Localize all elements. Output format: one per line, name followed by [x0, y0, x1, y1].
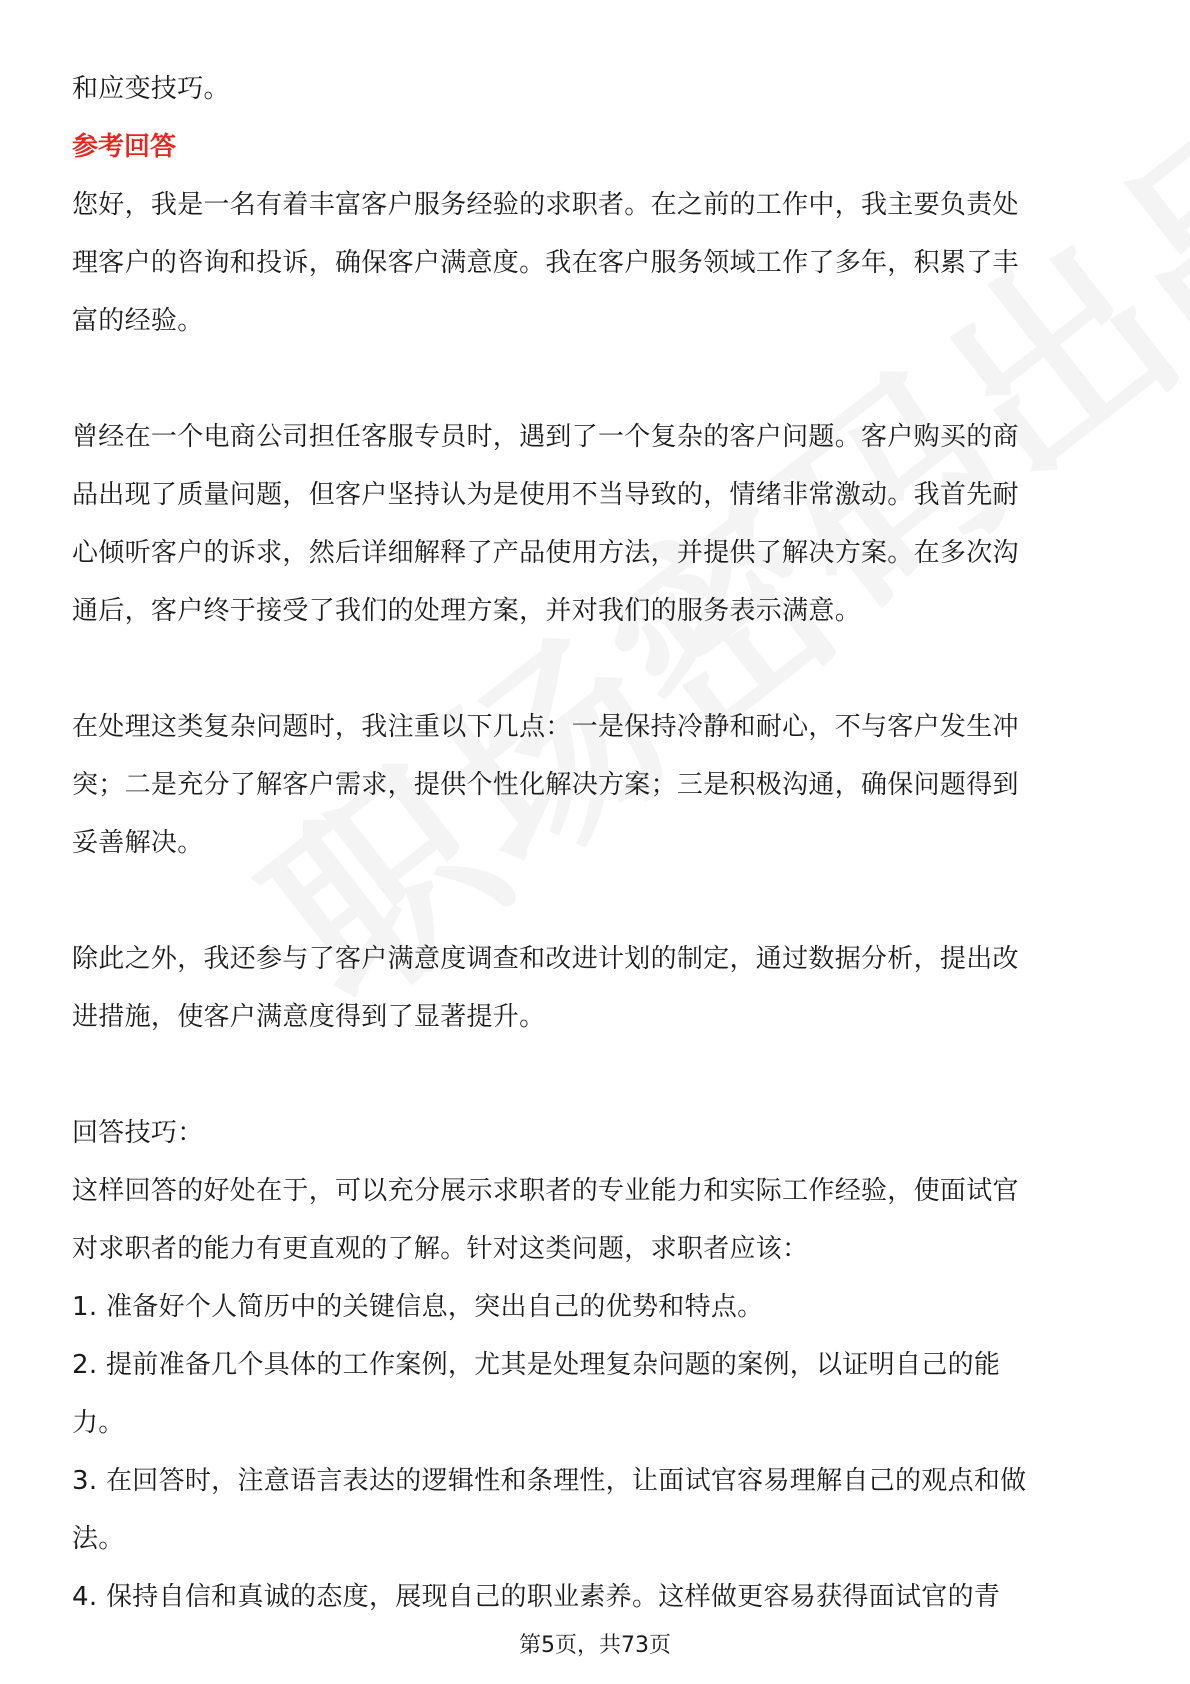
answer-tips — [72, 1104, 1122, 1626]
text-line: 品出现了质量问题，但客户坚持认为是使用不当导致的，情绪非常激动。我首先耐 — [72, 480, 1019, 510]
paragraph-gap — [72, 872, 1122, 930]
text-line: 您好，我是一名有着丰富客户服务经验的求职者。在之前的工作中，我主要负责处 — [72, 190, 1019, 220]
list-item-continuation: 法。 — [72, 1524, 125, 1554]
paragraph-gap — [72, 640, 1122, 698]
text-line: 妥善解决。 — [72, 828, 204, 858]
list-item: 1. 准备好个人简历中的关键信息，突出自己的优势和特点。 — [72, 1292, 764, 1322]
text-line: 对求职者的能力有更直观的了解。针对这类问题，求职者应该： — [72, 1234, 809, 1264]
paragraph-3 — [72, 698, 1122, 872]
list-item: 2. 提前准备几个具体的工作案例，尤其是处理复杂问题的案例，以证明自己的能 — [72, 1350, 1001, 1380]
text-line: 富的经验。 — [72, 306, 204, 336]
paragraph-1 — [72, 176, 1122, 350]
list-item-continuation: 力。 — [72, 1408, 125, 1438]
page-content — [72, 60, 1122, 1626]
text-line: 进措施，使客户满意度得到了显著提升。 — [72, 1002, 546, 1032]
page-number: 第5页，共73页 — [519, 1633, 671, 1658]
list-item: 4. 保持自信和真诚的态度，展现自己的职业素养。这样做更容易获得面试官的青 — [72, 1582, 1001, 1612]
paragraph-4 — [72, 930, 1122, 1046]
paragraph-gap — [72, 1046, 1122, 1104]
text-line: 突；二是充分了解客户需求，提供个性化解决方案；三是积极沟通，确保问题得到 — [72, 770, 1019, 800]
paragraph-2 — [72, 408, 1122, 640]
text-line: 通后，客户终于接受了我们的处理方案，并对我们的服务表示满意。 — [72, 596, 862, 626]
text-line: 和应变技巧。 — [72, 74, 230, 104]
text-line: 曾经在一个电商公司担任客服专员时，遇到了一个复杂的客户问题。客户购买的商 — [72, 422, 1019, 452]
text-line: 理客户的咨询和投诉，确保客户满意度。我在客户服务领域工作了多年，积累了丰 — [72, 248, 1019, 278]
tips-heading: 回答技巧： — [72, 1118, 204, 1148]
text-line: 心倾听客户的诉求，然后详细解释了产品使用方法，并提供了解决方案。在多次沟 — [72, 538, 1019, 568]
text-line: 除此之外，我还参与了客户满意度调查和改进计划的制定，通过数据分析，提出改 — [72, 944, 1019, 974]
text-line: 这样回答的好处在于，可以充分展示求职者的专业能力和实际工作经验，使面试官 — [72, 1176, 1019, 1206]
text-line: 在处理这类复杂问题时，我注重以下几点：一是保持冷静和耐心，不与客户发生冲 — [72, 712, 1019, 742]
paragraph-gap — [72, 350, 1122, 408]
list-item: 3. 在回答时，注意语言表达的逻辑性和条理性，让面试官容易理解自己的观点和做 — [72, 1466, 1027, 1496]
reference-answer-heading: 参考回答 — [72, 132, 177, 162]
